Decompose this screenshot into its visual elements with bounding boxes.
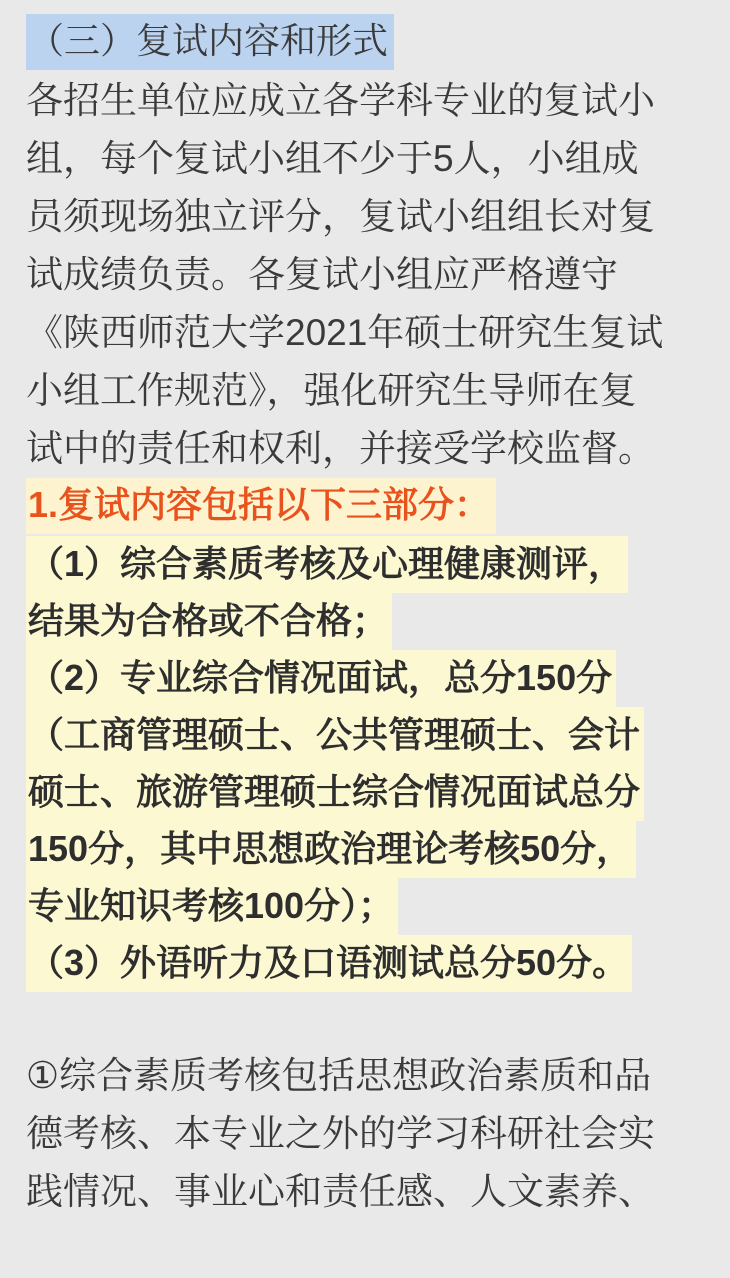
paragraph-line-text: 组，每个复试小组不少于5人，小组成	[26, 138, 639, 179]
paragraph-line	[26, 72, 694, 130]
footnote-line-text: 践情况、事业心和责任感、人文素养、	[26, 1171, 655, 1212]
list-item	[26, 650, 708, 707]
list-item	[26, 878, 708, 935]
paragraph-line	[26, 130, 694, 188]
paragraph-line-text: 试成绩负责。各复试小组应严格遵守	[26, 254, 618, 295]
list-item	[26, 821, 708, 878]
intro-paragraph	[26, 72, 708, 478]
footnote-line	[26, 1105, 694, 1163]
list-item-text: （3）外语听力及口语测试总分50分。	[26, 935, 632, 992]
paragraph-line	[26, 188, 694, 246]
paragraph-line	[26, 246, 694, 304]
list-item	[26, 536, 708, 593]
list-item-text: （工商管理硕士、公共管理硕士、会计	[26, 707, 644, 764]
list-item-text: 150分，其中思想政治理论考核50分，	[26, 821, 636, 878]
list-item	[26, 935, 708, 992]
list-item	[26, 764, 708, 821]
footnote-line-text: 德考核、本专业之外的学习科研社会实	[26, 1113, 655, 1154]
paragraph-line-text: 《陕西师范大学2021年硕士研究生复试	[26, 312, 664, 353]
list-item-text: （2）专业综合情况面试，总分150分	[26, 650, 616, 707]
paragraph-line	[26, 304, 694, 362]
paragraph-line-text: 试中的责任和权利，并接受学校监督。	[26, 428, 655, 469]
list-item	[26, 707, 708, 764]
footnote-line	[26, 1047, 694, 1105]
spacer	[26, 992, 708, 1047]
paragraph-line	[26, 420, 694, 478]
paragraph-line-text: 小组工作规范》，强化研究生导师在复	[26, 370, 637, 411]
footnote-paragraph	[26, 1047, 708, 1221]
list-item-text: 专业知识考核100分）；	[26, 878, 398, 935]
subsection-title-row	[26, 478, 708, 536]
footnote-line-text: ①综合素质考核包括思想政治素质和品	[26, 1055, 652, 1096]
paragraph-line-text: 各招生单位应成立各学科专业的复试小	[26, 80, 655, 121]
footnote-line	[26, 1163, 694, 1221]
paragraph-line-text: 员须现场独立评分，复试小组组长对复	[26, 196, 655, 237]
paragraph-line	[26, 362, 694, 420]
list-item-text: 结果为合格或不合格；	[26, 593, 392, 650]
subsection-title: 1.复试内容包括以下三部分：	[26, 478, 496, 534]
list-item	[26, 593, 708, 650]
item-list	[26, 536, 708, 992]
section-heading-row	[26, 14, 708, 72]
list-item-text: （1）综合素质考核及心理健康测评，	[26, 536, 628, 593]
list-item-text: 硕士、旅游管理硕士综合情况面试总分	[26, 764, 644, 821]
section-heading: （三）复试内容和形式	[26, 14, 394, 70]
